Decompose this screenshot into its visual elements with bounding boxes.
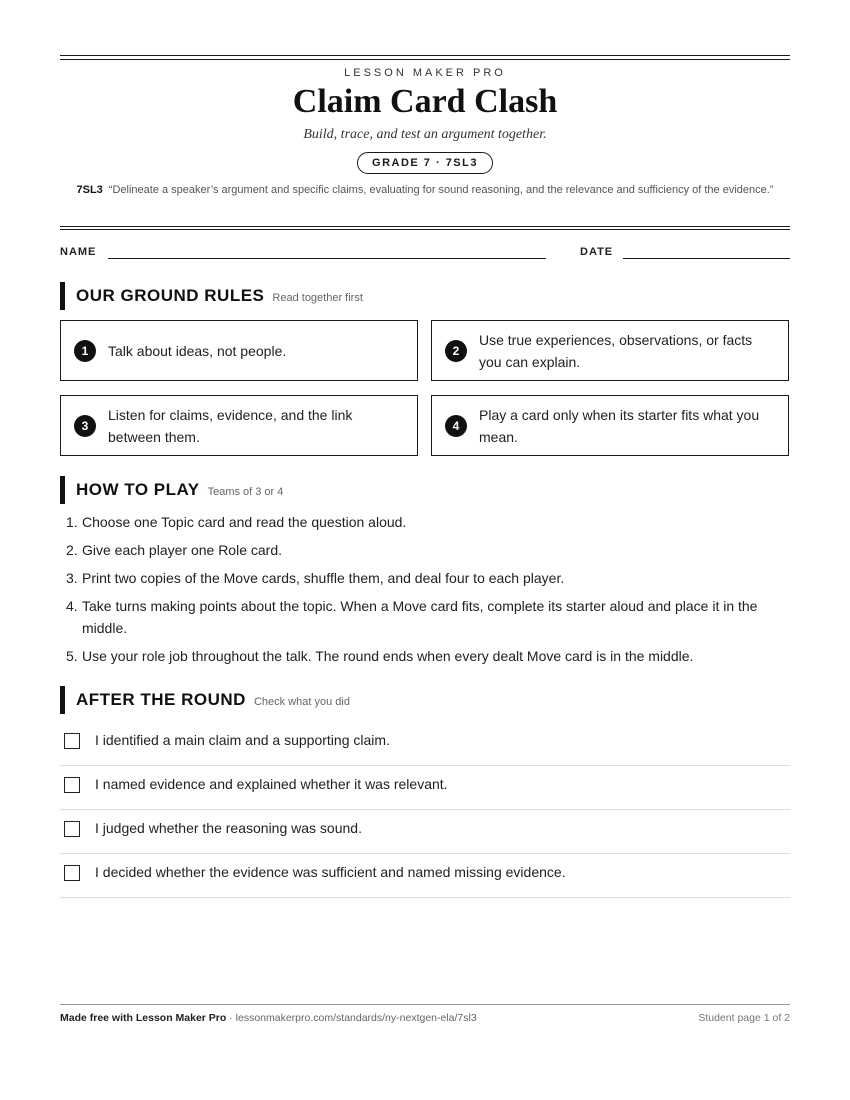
- page-subtitle: Build, trace, and test an argument together.: [303, 127, 547, 142]
- header-bottom-rule: [60, 226, 790, 227]
- checkbox[interactable]: [64, 777, 80, 793]
- grade-badge: GRADE 7 · 7SL3: [357, 152, 493, 174]
- name-label: NAME: [60, 246, 97, 258]
- name-line[interactable]: [108, 258, 546, 259]
- footer-url[interactable]: lessonmakerpro.com/standards/ny-nextgen-ela/7sl3: [235, 1012, 477, 1024]
- checklist-text: I decided whether the evidence was sufficient and named missing evidence.: [95, 864, 566, 880]
- step-item: [66, 567, 790, 589]
- ground-rule-card: [60, 395, 418, 456]
- checklist-item: [60, 722, 790, 766]
- standard-statement: [70, 182, 780, 198]
- checklist-item: [60, 810, 790, 854]
- step-item: [66, 645, 790, 667]
- rule-text: Play a card only when its starter fits what you mean.: [479, 406, 760, 445]
- step-text: Choose one Topic card and read the question aloud.: [82, 514, 407, 530]
- step-number: 3.: [66, 570, 78, 586]
- checklist-text: I named evidence and explained whether it was relevant.: [95, 776, 448, 792]
- brand-name: LESSON MAKER PRO: [344, 67, 506, 79]
- step-number: 4.: [66, 598, 78, 614]
- step-text: Print two copies of the Move cards, shuffle them, and deal four to each player.: [82, 570, 565, 586]
- section-subheading: Check what you did: [253, 696, 350, 708]
- steps-list: [66, 511, 790, 673]
- footer-credit: [60, 1012, 477, 1024]
- footer-rule: [60, 1004, 790, 1005]
- rule-number-badge: 4: [445, 415, 467, 437]
- checkbox[interactable]: [64, 865, 80, 881]
- step-item: [66, 511, 790, 533]
- ground-rule-card: [431, 320, 789, 381]
- checklist-item: [60, 766, 790, 810]
- step-text: Take turns making points about the topic. When a Move card fits, complete its starter aloud and place it in the middle.: [82, 598, 758, 636]
- rule-number-badge: 2: [445, 340, 467, 362]
- section-after-round: [60, 686, 350, 714]
- step-item: [66, 595, 790, 639]
- step-number: 5.: [66, 648, 78, 664]
- standard-code: 7SL3: [76, 184, 103, 196]
- rule-number-badge: 1: [74, 340, 96, 362]
- name-date-row: [60, 246, 790, 262]
- step-text: Give each player one Role card.: [82, 542, 282, 558]
- rule-text: Use true experiences, observations, or facts you can explain.: [479, 331, 753, 370]
- checkbox[interactable]: [64, 821, 80, 837]
- section-heading: AFTER THE ROUND: [76, 690, 246, 709]
- grade-wrap: [60, 152, 790, 174]
- checklist-text: I identified a main claim and a supporting claim.: [95, 732, 390, 748]
- step-number: 2.: [66, 542, 78, 558]
- step-number: 1.: [66, 514, 78, 530]
- top-rule-inner: [60, 59, 790, 60]
- header-bottom-rule-2: [60, 229, 790, 230]
- footer-separator: ·: [226, 1012, 236, 1024]
- section-subheading: Read together first: [272, 292, 363, 304]
- section-subheading: Teams of 3 or 4: [207, 486, 284, 498]
- section-heading: OUR GROUND RULES: [76, 286, 265, 305]
- checklist-text: I judged whether the reasoning was sound.: [95, 820, 362, 836]
- checkbox[interactable]: [64, 733, 80, 749]
- ground-rule-card: [431, 395, 789, 456]
- date-label: DATE: [580, 246, 614, 258]
- standard-text: “Delineate a speaker’s argument and specific claims, evaluating for sound reasoning, and the relevance and sufficiency of the evidence.”: [108, 184, 774, 196]
- footer-made-with: Made free with Lesson Maker Pro: [60, 1012, 227, 1024]
- date-line[interactable]: [623, 258, 790, 259]
- section-ground-rules: [60, 282, 363, 310]
- step-item: [66, 539, 790, 561]
- rule-text: Listen for claims, evidence, and the link between them.: [108, 406, 353, 445]
- rule-number-badge: 3: [74, 415, 96, 437]
- page-title: Claim Card Clash: [292, 83, 558, 120]
- checklist-item: [60, 854, 790, 898]
- section-heading: HOW TO PLAY: [76, 480, 200, 499]
- section-how-to-play: [60, 476, 283, 504]
- ground-rule-card: [60, 320, 418, 381]
- rule-text: Talk about ideas, not people.: [108, 342, 287, 359]
- footer-page-number: Student page 1 of 2: [698, 1012, 790, 1024]
- top-rule: [60, 55, 790, 56]
- step-text: Use your role job throughout the talk. The round ends when every dealt Move card is in the middle.: [82, 648, 694, 664]
